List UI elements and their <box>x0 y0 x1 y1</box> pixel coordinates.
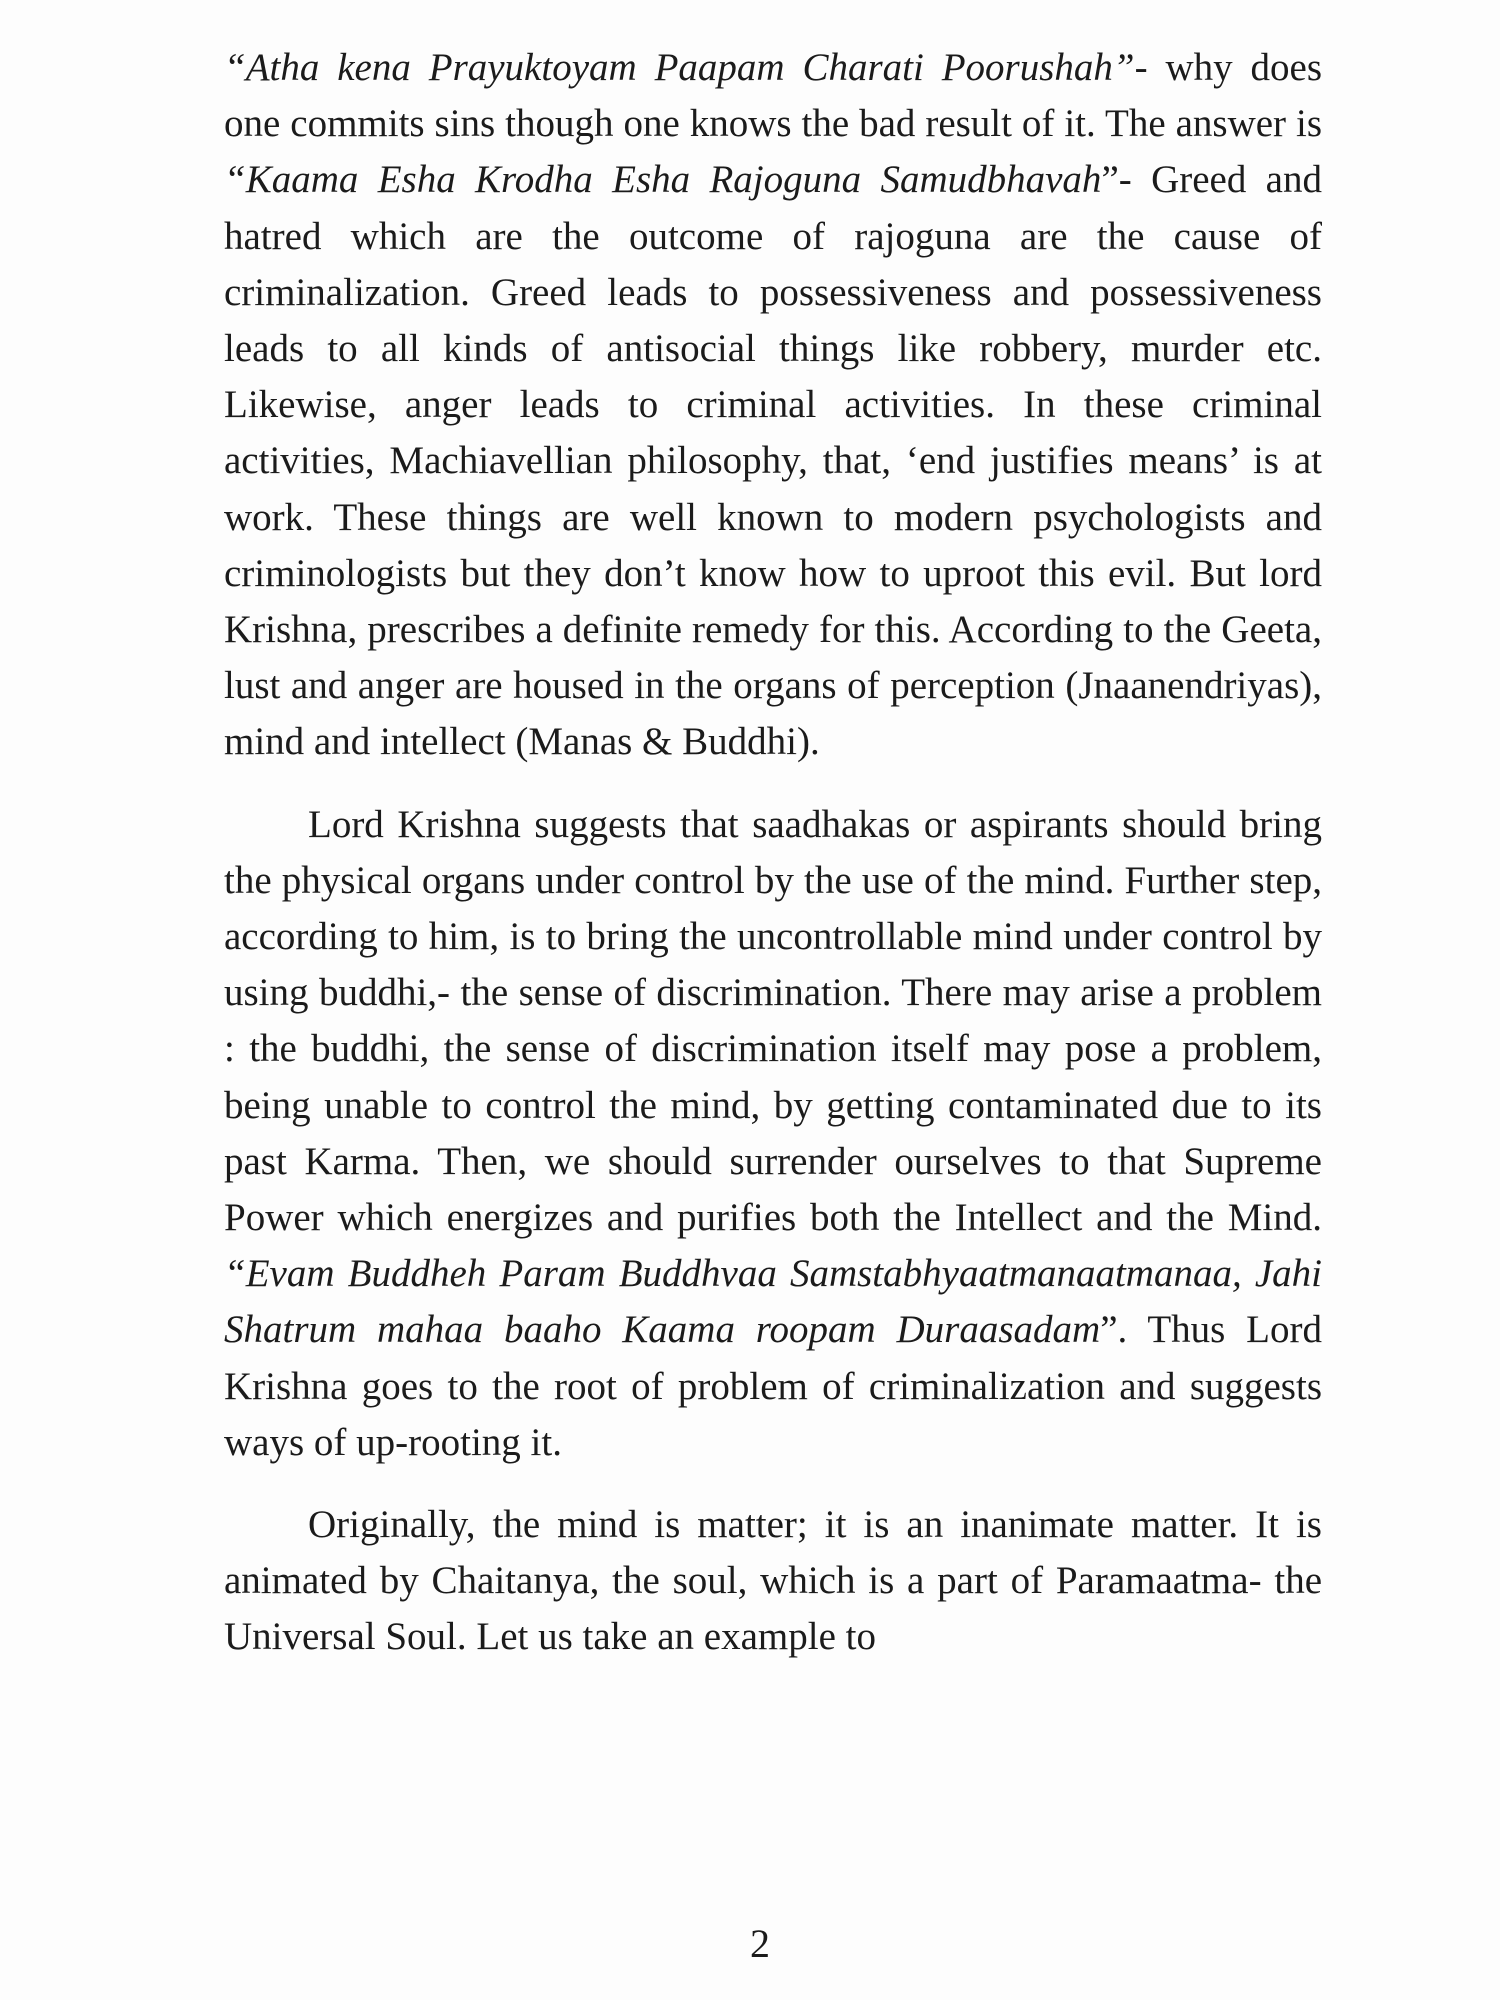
body-text <box>224 40 1322 1666</box>
paragraph-3 <box>224 1497 1322 1666</box>
paragraph-text: - why does one commits sins though one knows the bad result of it. The answer is <box>224 46 1322 146</box>
paragraph-text: Originally, the mind is matter; it is an inanimate matter. It is animated by Chaitanya, the soul, which is a part of Paramaatma- the Universal Soul. Let us take an example to <box>224 1503 1322 1659</box>
page-number: 2 <box>750 1921 770 1966</box>
paragraph-text: Lord Krishna suggests that saadhakas or aspirants should bring the physical organs under control by the use of the mind. Further step, according to him, is to bring the uncontrollable mind under control by using buddhi,- the sense of discrimination. There may arise a problem : the buddhi, the sense of discrimination itself may pose a problem, being unable to control the mind, by getting contaminated due to its past Karma. Then, we should surrender ourselves to that Supreme Power which energizes and purifies both the Intellect and the Mind. <box>224 802 1322 1240</box>
sanskrit-quote: “Evam Buddheh Param Buddhvaa Samstabhyaatmanaatmanaa, Jahi Shatrum mahaa baaho Kaama roopam Duraasadam <box>224 1252 1322 1352</box>
sanskrit-quote: “Atha kena Prayuktoyam Paapam Charati Poorushah” <box>224 46 1135 89</box>
paragraph-text: ”. Thus Lord Krishna goes to the root of problem of criminalization and suggests ways of up-rooting it. <box>224 1308 1322 1464</box>
paragraph-text: ”- Greed and hatred which are the outcome of rajoguna are the cause of criminalization. Greed leads to possessiveness and possessiveness leads to all kinds of antisocial things like robbery, murder etc. Likewise, anger leads to criminal activities. In these criminal activities, Machiavellian philosophy, that, ‘end justifies means’ is at work. These things are well known to modern psychologists and criminologists but they don’t know how to uproot this evil. But lord Krishna, prescribes a definite remedy for this. According to the Geeta, lust and anger are housed in the organs of perception (Jnaanendriyas), mind and intellect (Manas & Buddhi). <box>224 158 1322 764</box>
paragraph-2 <box>224 797 1322 1471</box>
paragraph-1 <box>224 40 1322 771</box>
sanskrit-quote: “Kaama Esha Krodha Esha Rajoguna Samudbhavah <box>224 158 1102 202</box>
